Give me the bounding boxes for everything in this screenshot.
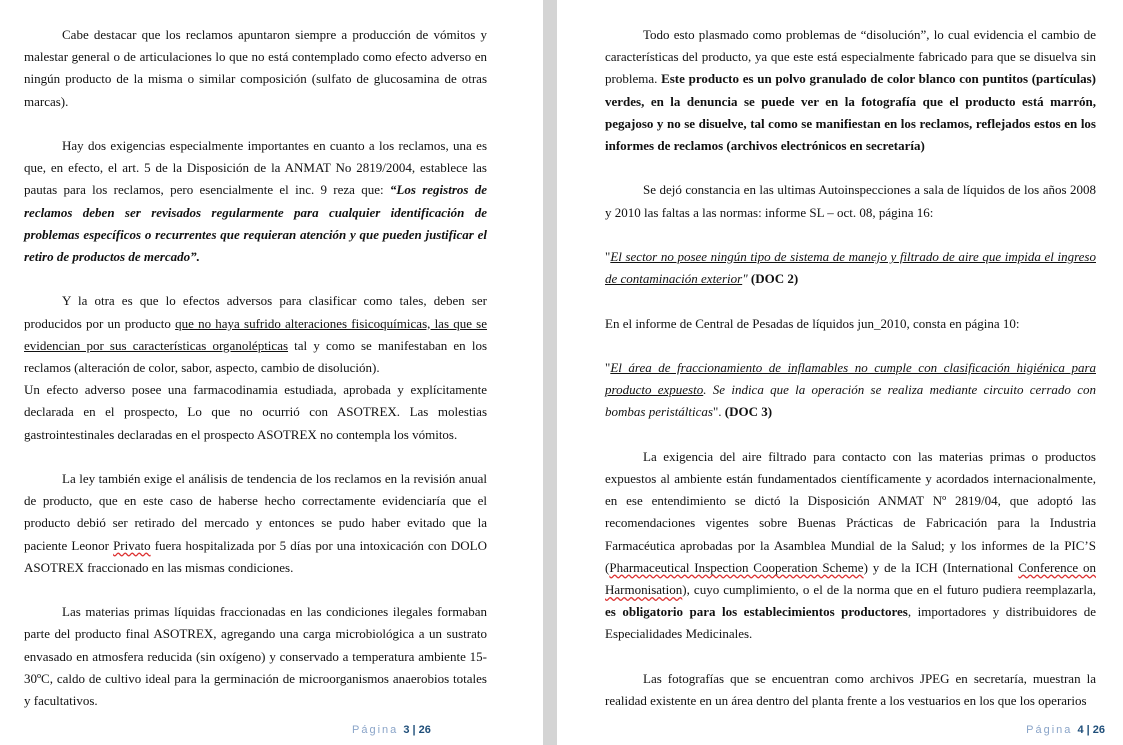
text-span: " — [605, 359, 611, 375]
text-span: tal y como se manifestaban en los reclamos (alteración de color, sabor, aspecto, cambio de disolución). — [24, 337, 488, 376]
text-span: ". — [712, 404, 725, 420]
quoted-finding: El sector no posee ningún tipo de sistema de manejo y filtrado de aire que impida el ingreso de contaminación exterior — [605, 249, 1096, 287]
document-page-4 — [557, 0, 1123, 745]
footer-label: Página — [1026, 724, 1073, 736]
text-span: , importadores y distribuidores de Especialidades Medicinales. — [605, 604, 1097, 642]
footer-label: Página — [352, 724, 399, 736]
page-footer — [352, 724, 431, 736]
page-3-body — [24, 24, 487, 712]
paragraph — [605, 446, 1096, 646]
page-number: 4 | 26 — [1077, 724, 1105, 736]
paragraph: En el informe de Central de Pesadas de líquidos jun_2010, consta en página 10: — [605, 315, 1020, 331]
paragraph — [605, 246, 1096, 290]
paragraph — [605, 357, 1096, 424]
text-span: . Se indica que la operación se realiza mediante circuito cerrado con bombas peristálticas — [605, 382, 1096, 420]
text-span: ), cuyo cumplimiento, o el de la norma que en el futuro pudiera reemplazarla, — [682, 582, 1096, 597]
spellcheck-phrase: Conference on Harmonisation — [605, 559, 1096, 597]
page-gap — [543, 0, 557, 745]
paragraph: Se dejó constancia en las ultimas Autoinspecciones a sala de líquidos de los años 2008 y 2010 las faltas a las normas: informe SL – oct. 08, página 16: — [605, 182, 1096, 220]
spellcheck-phrase: Pharmaceutical Inspection Cooperation Scheme — [609, 559, 864, 575]
paragraph: Un efecto adverso posee una farmacodinamia estudiada, aprobada y explícitamente declarada en el prospecto, Lo que no ocurrió con ASOTREX. Las molestias gastrointestinales declaradas en el prospecto ASOTREX no contempla los vómitos. — [24, 382, 487, 442]
text-span: Y la otra es que lo efectos adversos para clasificar como tales, deben ser producidos por un producto — [24, 293, 487, 331]
quoted-regulation: “Los registros de reclamos deben ser revisados regularmente para cualquier identificación de problemas específicos o recurrentes que requieran atención y que pueden justificar el retiro de productos de mercado”. — [24, 182, 488, 265]
text-span: Todo esto plasmado como problemas de “disolución”, lo cual evidencia el cambio de características del producto, ya que este está especialmente fabricado para que se disuelva sin problema. — [605, 27, 1096, 87]
underlined-text: que no haya sufrido alteraciones fisicoquímicas, las que se evidencian por sus características organolépticas — [24, 315, 488, 353]
text-span: Hay dos exigencias especialmente importantes en cuanto a los reclamos, una es que, en efecto, el art. 5 de la Disposición de la ANMAT No 2819/2004, establece las pautas para los reclamos, pero esencialmente el inc. 9 reza que: — [24, 138, 487, 198]
doc-reference: (DOC 2) — [747, 271, 799, 287]
text-span: " — [605, 249, 611, 264]
paragraph: Las materias primas líquidas fraccionadas en las condiciones ilegales formaban parte del producto final ASOTREX, agregando una carga microbiológica a un sustrato envasado en atmosfera reducida (sin oxígeno) y conservado a temperatura ambiente 15-30ºC, caldo de cultivo ideal para la germinación de microorganismos anaerobios totales y facultativos. — [24, 604, 487, 709]
paragraph — [24, 468, 487, 579]
paragraph: Las fotografías que se encuentran como archivos JPEG en secretaría, muestran la realidad existente en un área dentro del planta frente a los vestuarios en los que los operarios — [605, 670, 1096, 708]
page-number: 3 | 26 — [403, 724, 431, 736]
doc-reference: (DOC 3) — [724, 404, 773, 420]
text-span: ) y de la ICH (International — [863, 559, 1019, 575]
paragraph — [605, 24, 1096, 157]
quoted-finding: El área de fraccionamiento de inflamables no cumple con clasificación higiénica para producto expuesto — [605, 359, 1096, 398]
paragraph — [24, 135, 487, 268]
page-footer — [1026, 724, 1105, 736]
bold-text: Este producto es un polvo granulado de color blanco con puntitos (partículas) verdes, en la denuncia se puede ver en la fotografía que el producto está marrón, pegajoso y no se disuelve, tal como se manifiestan en los reclamos, reflejados estos en los informes de reclamos (archivos electrónicos en secretaría) — [605, 71, 1097, 154]
document-page-3 — [0, 0, 543, 745]
bold-text: es obligatorio para los establecimientos productores — [605, 604, 908, 620]
text-span: " — [742, 271, 748, 287]
page-4-body — [605, 24, 1096, 712]
paragraph — [24, 290, 487, 379]
paragraph: Cabe destacar que los reclamos apuntaron siempre a producción de vómitos y malestar general o de articulaciones lo que no está contemplado como efecto adverso en ningún producto de la misma o similar composición (sulfato de glucosamina de otras marcas). — [24, 27, 487, 109]
text-span: fuera hospitalizada por 5 días por una intoxicación con DOLO ASOTREX fraccionado en las mismas condiciones. — [24, 537, 487, 575]
spellcheck-word: Privato — [113, 537, 151, 553]
text-span: La ley también exige el análisis de tendencia de los reclamos en la revisión anual de producto, que en este caso de haberse hecho correctamente evidenciaría que el producto debió ser retirado del mercado y entonces se pudo haber evitado que la paciente Leonor — [24, 471, 487, 553]
text-span: La exigencia del aire filtrado para contacto con las materias primas o productos expuestos al ambiente están fundamentados científicamente y acordados internacionalmente, en ese entendimiento se dictó la Disposición ANMAT Nº 2819/04, que adoptó las recomendaciones vigentes sobre Buenas Prácticas de Fabricación para la Industria Farmacéutica aprobadas por la Asamblea Mundial de la Salud; y los informes de la PIC’S ( — [605, 448, 1096, 575]
